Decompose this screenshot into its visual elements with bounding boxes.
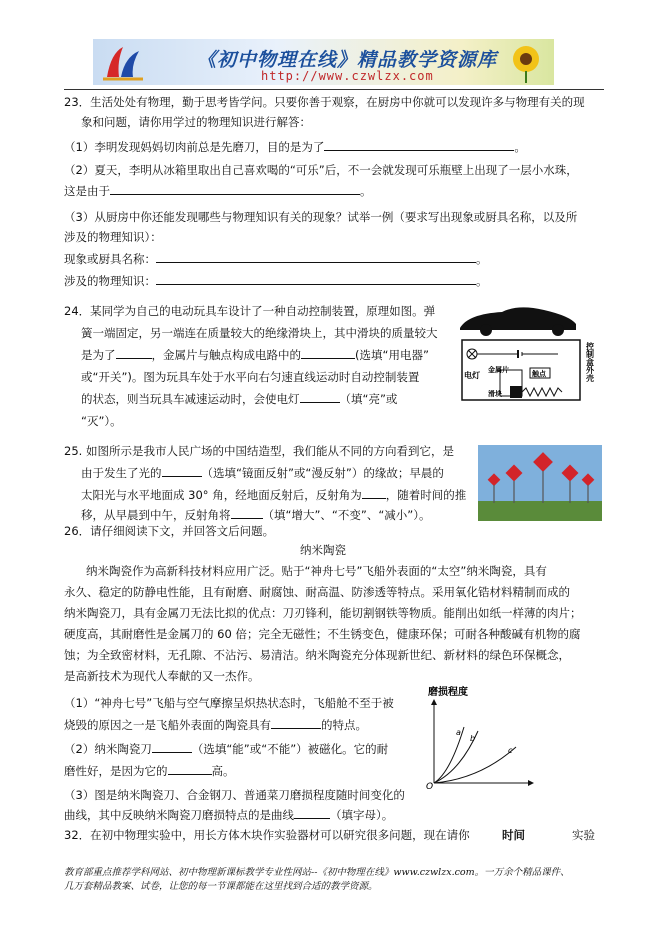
- chart-origin: O: [426, 782, 434, 792]
- q23-line2: 象和问题，请你用学过的物理知识进行解答：: [81, 115, 311, 129]
- q25-line4: 移，从早晨到中午，反射角将 （填“增大”、“不变”、“减小”）。: [81, 508, 431, 522]
- q23-part2-line1: （2）夏天，李明从冰箱里取出自己喜欢喝的“可乐”后，不一会就发现可乐瓶壁上出现了一层小水珠，: [64, 163, 578, 177]
- chart-ylabel: 磨损程度: [428, 687, 468, 698]
- curve-c: [434, 747, 516, 783]
- q23-part3-line1: （3）从厨房中你还能发现哪些与物理知识有关的现象？试举一例（要求写出现象或厨具名称，以及所: [64, 210, 578, 224]
- fig-label-control: 控制盒外壳: [585, 342, 595, 382]
- banner-url: http://www.czwlzx.com: [261, 69, 434, 83]
- q24-line2: 簧一端固定，另一端连在质量较大的绝缘滑块上，其中滑块的质量较大: [81, 326, 438, 340]
- q23-line1: 23．生活处处有物理，勤于思考皆学问。只要你善于观察，在厨房中你就可以发现许多与物理有关的现: [64, 95, 585, 109]
- curve-label-a: a: [456, 728, 461, 737]
- q23-part1: （1）李明发现妈妈切肉前总是先磨刀，目的是为了 。: [64, 140, 526, 154]
- curve-label-b: b: [470, 734, 476, 743]
- footer-line1: 教育部重点推荐学科网站、初中物理新课标教学专业性网站--《初中物理在线》www.czwlzx.com。一万余个精品课件、: [64, 867, 570, 878]
- q26-sub2-line2: 磨性好，是因为它的 高。: [64, 764, 235, 778]
- q32-line1: 32．在初中物理实验中，用长方体木块作实验器材可以研究很多问题，现在请你: [64, 828, 470, 842]
- q26-para-line5: 蚀；为全致密材料，无孔隙、不沾污、易清洁。纳米陶瓷充分体现新世纪、新材料的绿色环保概念，: [64, 648, 570, 662]
- q32-line1-end: 实验: [572, 828, 595, 842]
- q26-para-line2: 永久、稳定的防静电性能，且有耐磨、耐腐蚀、耐高温、防渗透等特点。采用氧化锆材料精制而成的: [64, 585, 570, 599]
- curve-label-c: c: [508, 746, 513, 755]
- q26-article-title: 纳米陶瓷: [300, 543, 346, 557]
- q25-line3: 太阳光与水平地面成 30° 角，经地面反射后，反射角为 ，随着时间的推: [81, 488, 467, 502]
- q26-sub3-line2: 曲线，其中反映纳米陶瓷刀磨损特点的是曲线 （填字母）。: [64, 808, 394, 822]
- footer-line2: 几万套精品教案、试卷，让您的每一节课都能在这里找到合适的教学资源。: [64, 881, 378, 892]
- header-banner: [93, 39, 554, 85]
- header-rule: [64, 89, 604, 90]
- logo-icon: [101, 43, 145, 81]
- q24-line4: 或“开关”)。图为玩具车处于水平向右匀速直线运动时自动控制装置: [81, 370, 420, 384]
- q26-intro: 26．请仔细阅读下文，并回答文后问题。: [64, 524, 275, 538]
- q26-sub2-line1: （2）纳米陶瓷刀 （选填“能”或“不能”）被磁化。它的耐: [64, 742, 389, 756]
- q23-part3-line2: 涉及的物理知识）：: [64, 230, 162, 244]
- q25-line1: 25. 如图所示是我市人民广场的中国结造型，我们能从不同的方向看到它，是: [64, 444, 454, 458]
- q23-part2-line2: 这是由于 。: [64, 184, 372, 198]
- banner-title: 《初中物理在线》精品教学资源库: [197, 49, 498, 71]
- q26-wear-curve-figure: [420, 683, 600, 803]
- fig-label-slider: 滑块: [488, 390, 502, 398]
- q25-line2: 由于发生了光的 （选填“镜面反射”或“漫反射”）的缘故；早晨的: [81, 466, 444, 480]
- fig-label-metal: 金属片: [488, 366, 509, 374]
- chart-xlabel: 时间: [498, 826, 525, 844]
- q26-sub1-line1: （1）“神舟七号”飞船与空气摩擦呈炽热状态时，飞船舱不至于被: [64, 696, 394, 710]
- q23-knowledge: 涉及的物理知识： 。: [64, 274, 488, 288]
- sunflower-icon: [504, 41, 548, 83]
- q24-line5: 的状态，则当玩具车减速运动时，会使电灯 （填“亮”或: [81, 392, 398, 406]
- q26-para-line1: 纳米陶瓷作为高新科技材料应用广泛。贴于“神舟七号”飞船外表面的“太空”纳米陶瓷，具有: [86, 564, 547, 578]
- footer: [64, 866, 604, 894]
- q26-sub1-line2: 烧毁的原因之一是飞船外表面的陶瓷具有 的特点。: [64, 718, 367, 732]
- q24-control-device-figure: [458, 300, 600, 412]
- fig-label-lamp: 电灯: [464, 371, 480, 380]
- q24-line6: “灭”）。: [81, 414, 122, 428]
- q24-line1: 24．某同学为自己的电动玩具车设计了一种自动控制装置，原理如图。弹: [64, 304, 436, 318]
- q24-line3: 是为了 ，金属片与触点构成电路中的 (选填“用电器”: [81, 348, 429, 362]
- q25-chinese-knot-photo: [478, 445, 602, 521]
- q26-para-line6: 是高新技术为现代人奉献的又一杰作。: [64, 669, 260, 683]
- q26-sub3-line1: （3）图是纳米陶瓷刀、合金钢刀、普通菜刀磨损程度随时间变化的: [64, 788, 405, 802]
- q26-para-line3: 纳米陶瓷刀，具有金属刀无法比拟的优点：刀刃锋利，能切割钢铁等物质。能削出如纸一样薄的肉片；: [64, 606, 582, 620]
- q23-phenomenon: 现象或厨具名称： 。: [64, 252, 488, 266]
- fig-label-contact: 触点: [532, 370, 546, 378]
- q26-para-line4: 硬度高，其耐磨性是金属刀的 60 倍；完全无磁性；不生锈变色，健康环保；可耐各种酸碱有机物的腐: [64, 627, 581, 641]
